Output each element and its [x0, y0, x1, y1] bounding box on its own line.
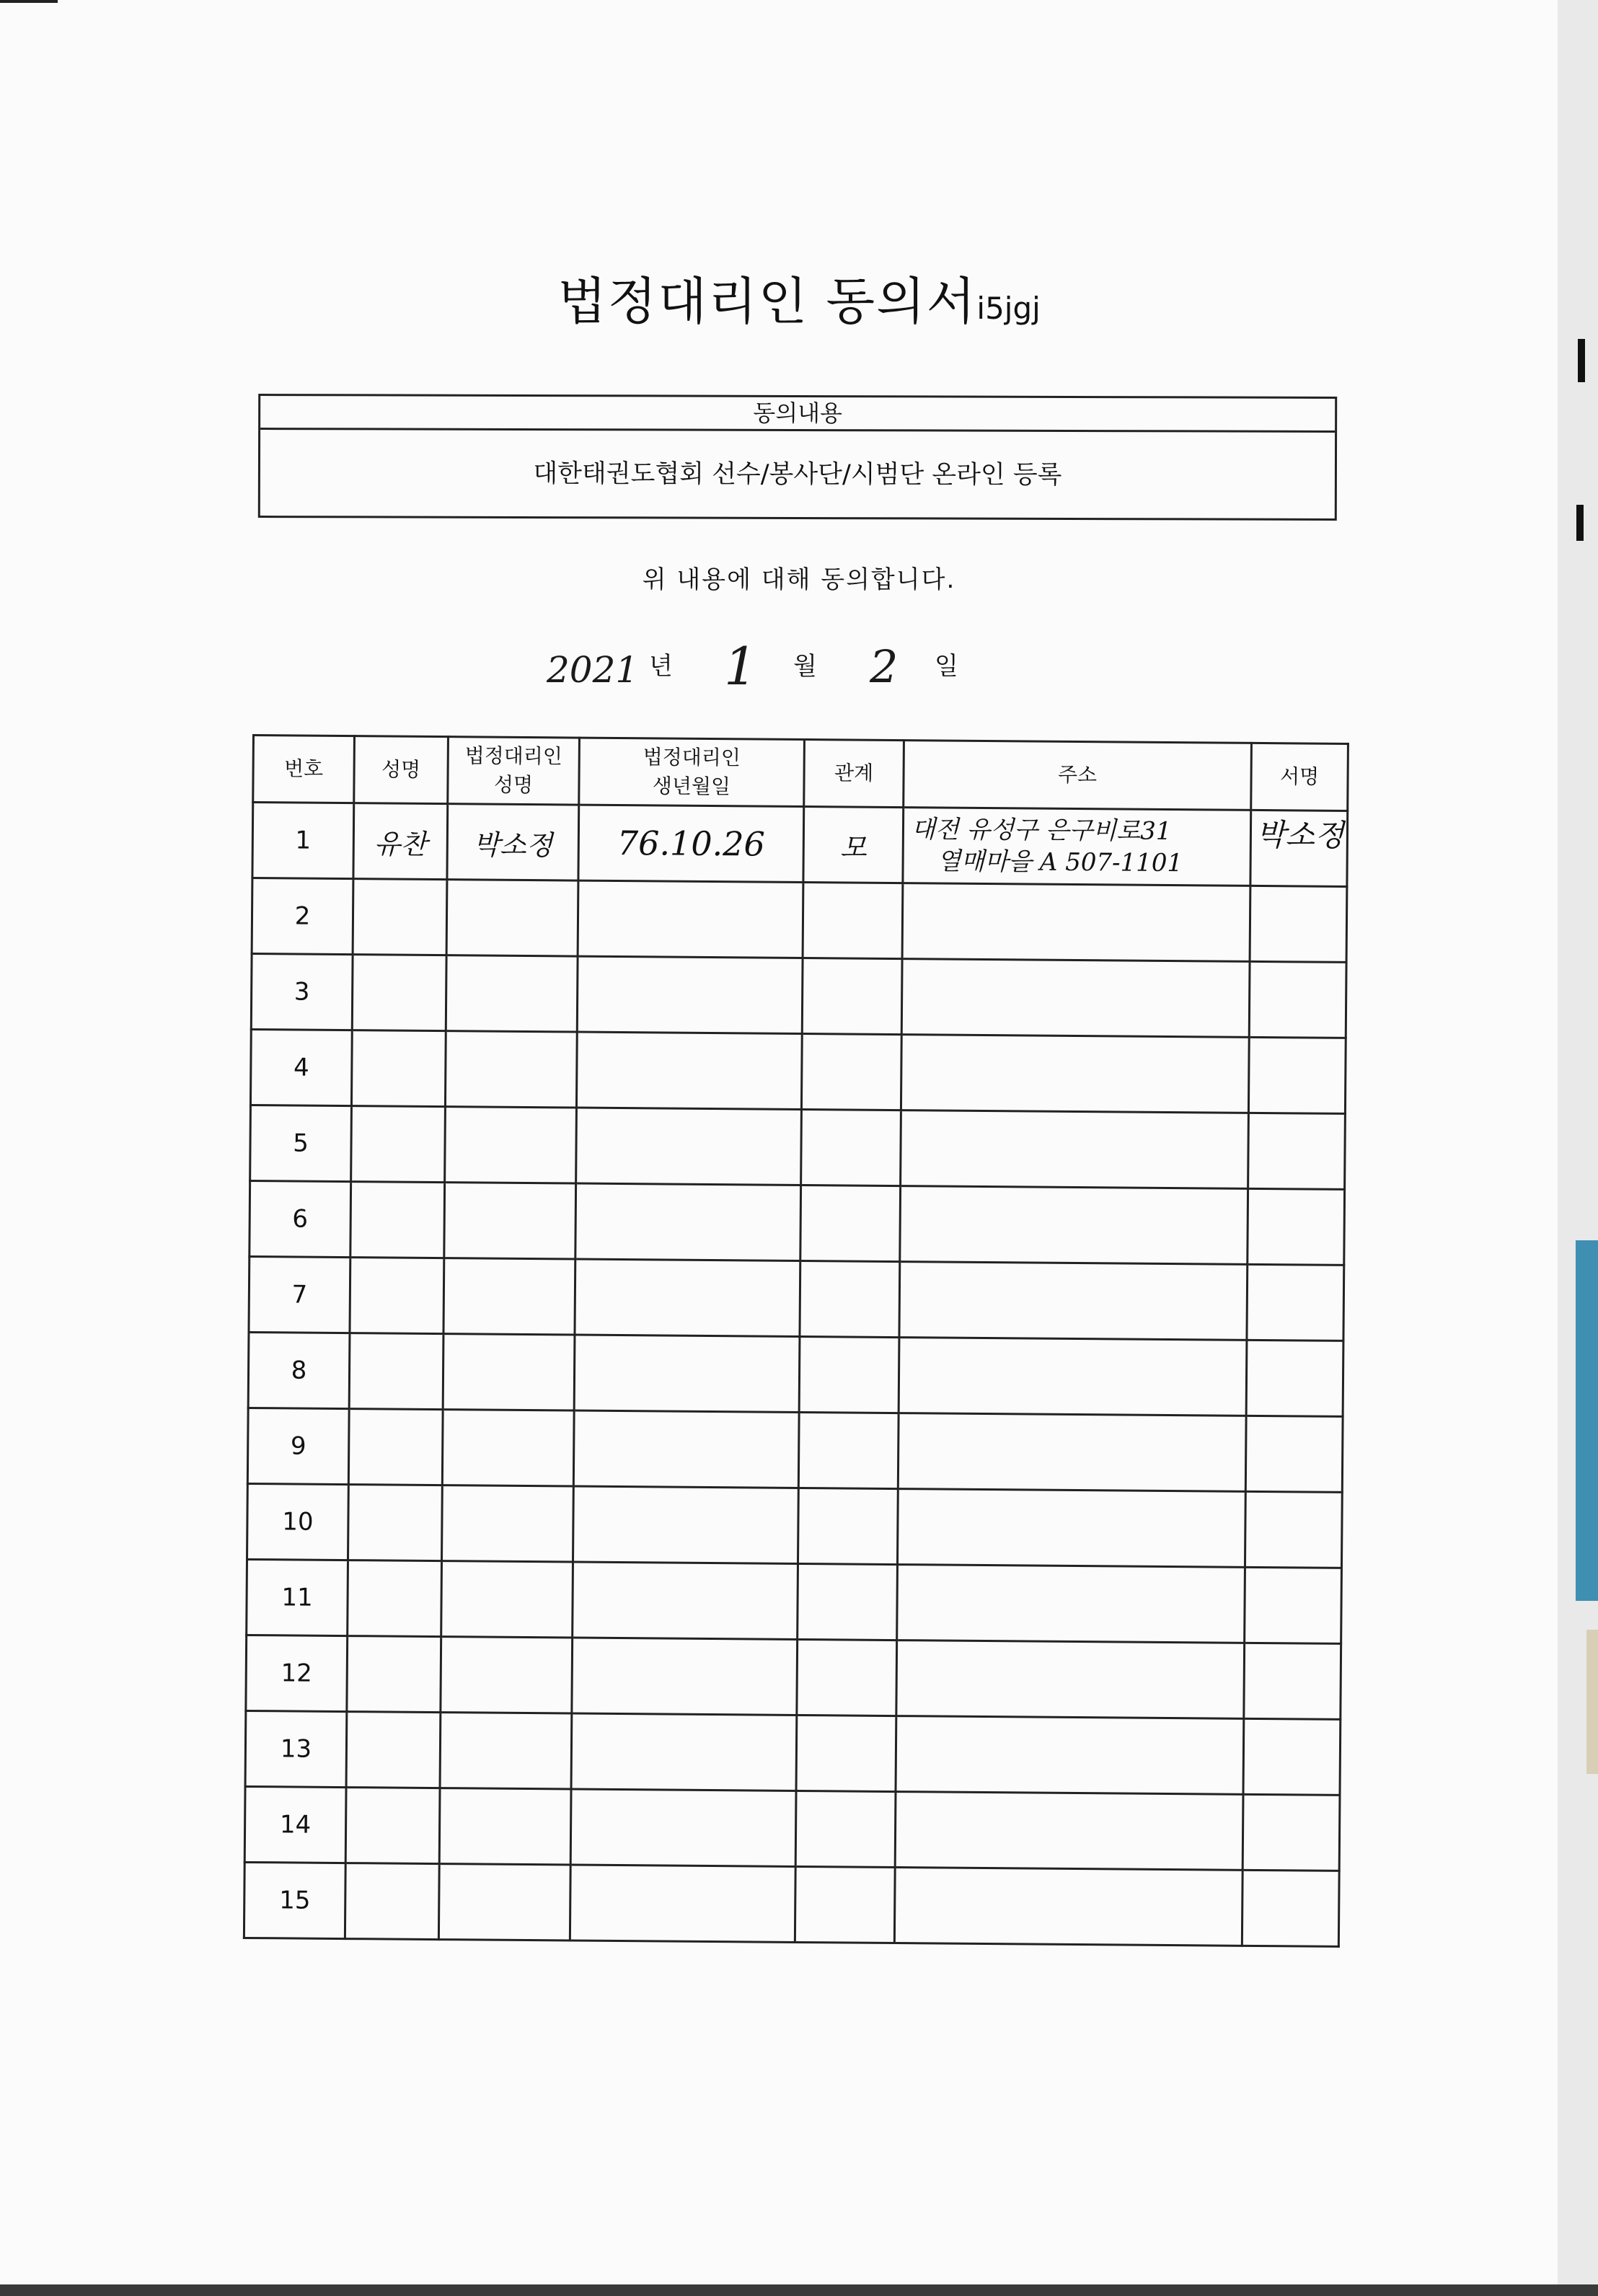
relation-cell — [795, 1866, 895, 1943]
agree-statement: 위 내용에 대해 동의합니다. — [642, 565, 956, 594]
relation-cell — [801, 1109, 901, 1185]
guardian-birth-cell — [578, 880, 803, 958]
header-signature: 서명 — [1251, 743, 1348, 811]
table-row — [244, 1862, 1339, 1946]
guardian-name-cell — [443, 1334, 575, 1410]
guardian-birth-cell — [575, 1259, 800, 1336]
student-name-cell — [348, 1409, 443, 1485]
relation-cell — [797, 1639, 897, 1716]
table-row — [247, 1559, 1342, 1643]
table-row — [250, 1105, 1346, 1189]
guardian-birth-cell — [577, 956, 803, 1033]
bottom-edge-shadow — [0, 2284, 1598, 2296]
consent-body: 대한태권도협회 선수/봉사단/시범단 온라인 등록 — [533, 459, 1062, 490]
table-row — [250, 1180, 1345, 1265]
address-cell — [897, 1565, 1245, 1643]
address-cell — [900, 1186, 1248, 1265]
guardian-birth-cell — [576, 1108, 802, 1185]
registration-table-wrap — [243, 734, 1347, 1948]
address-cell — [894, 1868, 1242, 1946]
address-cell — [901, 959, 1250, 1038]
student-name-handwritten: 유찬 — [353, 803, 448, 880]
table-header-row — [253, 736, 1348, 811]
date-day-label: 일 — [935, 652, 958, 681]
background-tan-object — [1586, 1630, 1598, 1774]
guardian-name-cell — [439, 1788, 571, 1865]
student-name-cell — [352, 955, 446, 1031]
table-row — [251, 954, 1346, 1038]
address-cell — [896, 1641, 1245, 1719]
header-guardian-birth — [579, 738, 805, 806]
row-number: 14 — [244, 1786, 346, 1863]
date-month: 1 — [724, 636, 757, 697]
guardian-birth-cell — [573, 1486, 798, 1563]
relation-handwritten: 모 — [803, 807, 904, 883]
signature-cell — [1248, 1037, 1346, 1113]
table-row — [247, 1408, 1343, 1492]
student-name-cell — [350, 1258, 444, 1334]
relation-cell — [796, 1715, 896, 1791]
signature-cell — [1242, 1870, 1339, 1946]
guardian-name-cell — [445, 1107, 577, 1183]
address-cell — [899, 1262, 1248, 1341]
row-number: 6 — [250, 1180, 351, 1257]
guardian-birth-cell — [572, 1638, 798, 1715]
date-month-label: 월 — [793, 652, 817, 681]
guardian-name-handwritten: 박소정 — [447, 804, 579, 880]
row-number: 5 — [250, 1105, 352, 1181]
signature-cell — [1250, 886, 1347, 962]
row-number: 1 — [252, 803, 354, 879]
signature-cell — [1245, 1567, 1342, 1643]
address-line-1: 대전 유성구 은구비로31 — [911, 815, 1172, 847]
edge-mark — [1578, 339, 1585, 382]
row-number: 2 — [252, 878, 353, 955]
row-number: 9 — [247, 1408, 349, 1484]
relation-cell — [801, 1033, 901, 1110]
page-corner-mark — [0, 0, 58, 3]
row-number: 13 — [245, 1710, 347, 1787]
student-name-cell — [351, 1106, 446, 1183]
relation-cell — [798, 1563, 898, 1640]
table-row — [245, 1710, 1341, 1795]
signature-cell — [1247, 1264, 1344, 1341]
title-suffix: i5jgj — [976, 291, 1041, 326]
table-row — [250, 1029, 1346, 1113]
relation-cell — [795, 1791, 896, 1867]
guardian-name-cell — [440, 1713, 572, 1789]
header-guardian-name-line2: 성명 — [493, 772, 534, 798]
date-year: 2021 — [547, 649, 639, 691]
address-cell — [902, 883, 1250, 962]
guardian-birth-cell — [571, 1713, 797, 1791]
student-name-cell — [345, 1788, 440, 1864]
guardian-name-cell — [445, 1031, 577, 1108]
guardian-birth-cell — [576, 1032, 802, 1109]
row-number: 15 — [244, 1862, 345, 1938]
table-row — [252, 803, 1348, 887]
relation-cell — [798, 1488, 898, 1564]
student-name-cell — [347, 1636, 441, 1713]
address-cell — [895, 1792, 1243, 1871]
guardian-name-cell — [444, 1183, 576, 1259]
student-name-cell — [346, 1712, 441, 1788]
header-guardian-name-line1: 법정대리인 — [464, 743, 563, 769]
guardian-name-cell — [446, 880, 578, 956]
header-guardian-birth-line2: 생년월일 — [652, 774, 731, 799]
row-number: 7 — [249, 1256, 350, 1333]
signature-cell — [1248, 1113, 1346, 1189]
signature-cell — [1245, 1416, 1343, 1492]
header-guardian-birth-line1: 법정대리인 — [643, 745, 741, 770]
signature-handwritten: 박소정 — [1255, 816, 1344, 853]
student-name-cell — [348, 1485, 443, 1561]
guardian-birth-cell — [573, 1410, 799, 1488]
guardian-name-cell — [443, 1258, 575, 1335]
header-no: 번호 — [253, 736, 355, 803]
guardian-birth-cell — [575, 1183, 801, 1260]
guardian-name-cell — [446, 955, 578, 1032]
address-cell — [896, 1716, 1244, 1795]
address-cell — [899, 1338, 1247, 1416]
table-row — [246, 1635, 1341, 1719]
guardian-birth-cell — [574, 1335, 800, 1412]
relation-cell — [800, 1260, 900, 1337]
guardian-birth-cell — [573, 1562, 798, 1639]
table-row — [244, 1786, 1340, 1871]
row-number: 8 — [248, 1332, 350, 1408]
header-name: 성명 — [354, 736, 449, 804]
consent-header: 동의내용 — [260, 396, 1335, 433]
row-number: 3 — [251, 954, 353, 1030]
signature-cell — [1246, 1340, 1343, 1416]
guardian-birth-handwritten: 76.10.26 — [578, 805, 804, 882]
address-cell — [901, 1111, 1249, 1189]
edge-mark — [1576, 505, 1584, 541]
guardian-name-cell — [438, 1864, 570, 1940]
document-title — [0, 261, 1558, 334]
address-handwritten — [903, 808, 1251, 886]
signature-cell — [1245, 1491, 1342, 1568]
table-row — [252, 878, 1347, 963]
guardian-name-cell — [441, 1637, 573, 1713]
table-row — [247, 1483, 1343, 1568]
signature-cell — [1243, 1718, 1341, 1795]
header-address: 주소 — [904, 741, 1252, 811]
address-cell — [901, 1035, 1249, 1113]
student-name-cell — [345, 1863, 439, 1940]
background-blue-object — [1576, 1240, 1598, 1601]
signature-cell — [1248, 1188, 1345, 1265]
student-name-cell — [353, 879, 447, 955]
guardian-name-cell — [441, 1561, 573, 1638]
guardian-birth-cell — [570, 1789, 796, 1866]
table-row — [248, 1332, 1343, 1416]
guardian-birth-cell — [570, 1865, 795, 1942]
consent-box — [258, 394, 1337, 521]
relation-cell — [798, 1412, 899, 1488]
date-year-label: 년 — [649, 652, 673, 681]
guardian-name-cell — [442, 1410, 574, 1486]
signature-cell — [1249, 961, 1346, 1038]
table-row — [249, 1256, 1344, 1341]
address-cell — [897, 1489, 1245, 1568]
relation-cell — [800, 1185, 901, 1261]
signature-cell — [1250, 810, 1348, 886]
relation-cell — [803, 883, 903, 959]
row-number: 12 — [246, 1635, 348, 1711]
signature-cell — [1244, 1643, 1341, 1719]
student-name-cell — [351, 1030, 446, 1107]
student-name-cell — [348, 1560, 442, 1637]
address-cell — [898, 1413, 1246, 1492]
row-number: 11 — [247, 1559, 348, 1635]
row-number: 10 — [247, 1483, 349, 1560]
row-number: 4 — [250, 1029, 352, 1105]
guardian-name-cell — [442, 1485, 574, 1562]
address-line-2: 열매마을 A 507-1101 — [937, 847, 1183, 878]
title-text: 법정대리인 동의서 — [557, 272, 977, 331]
date-row — [0, 636, 1558, 704]
header-guardian-name — [448, 737, 580, 805]
student-name-cell — [350, 1182, 445, 1258]
header-relation: 관계 — [804, 740, 904, 808]
relation-cell — [802, 958, 902, 1035]
date-day: 2 — [870, 640, 899, 693]
signature-cell — [1242, 1794, 1340, 1871]
student-name-cell — [349, 1333, 443, 1410]
relation-cell — [799, 1336, 899, 1413]
registration-table — [243, 734, 1349, 1948]
